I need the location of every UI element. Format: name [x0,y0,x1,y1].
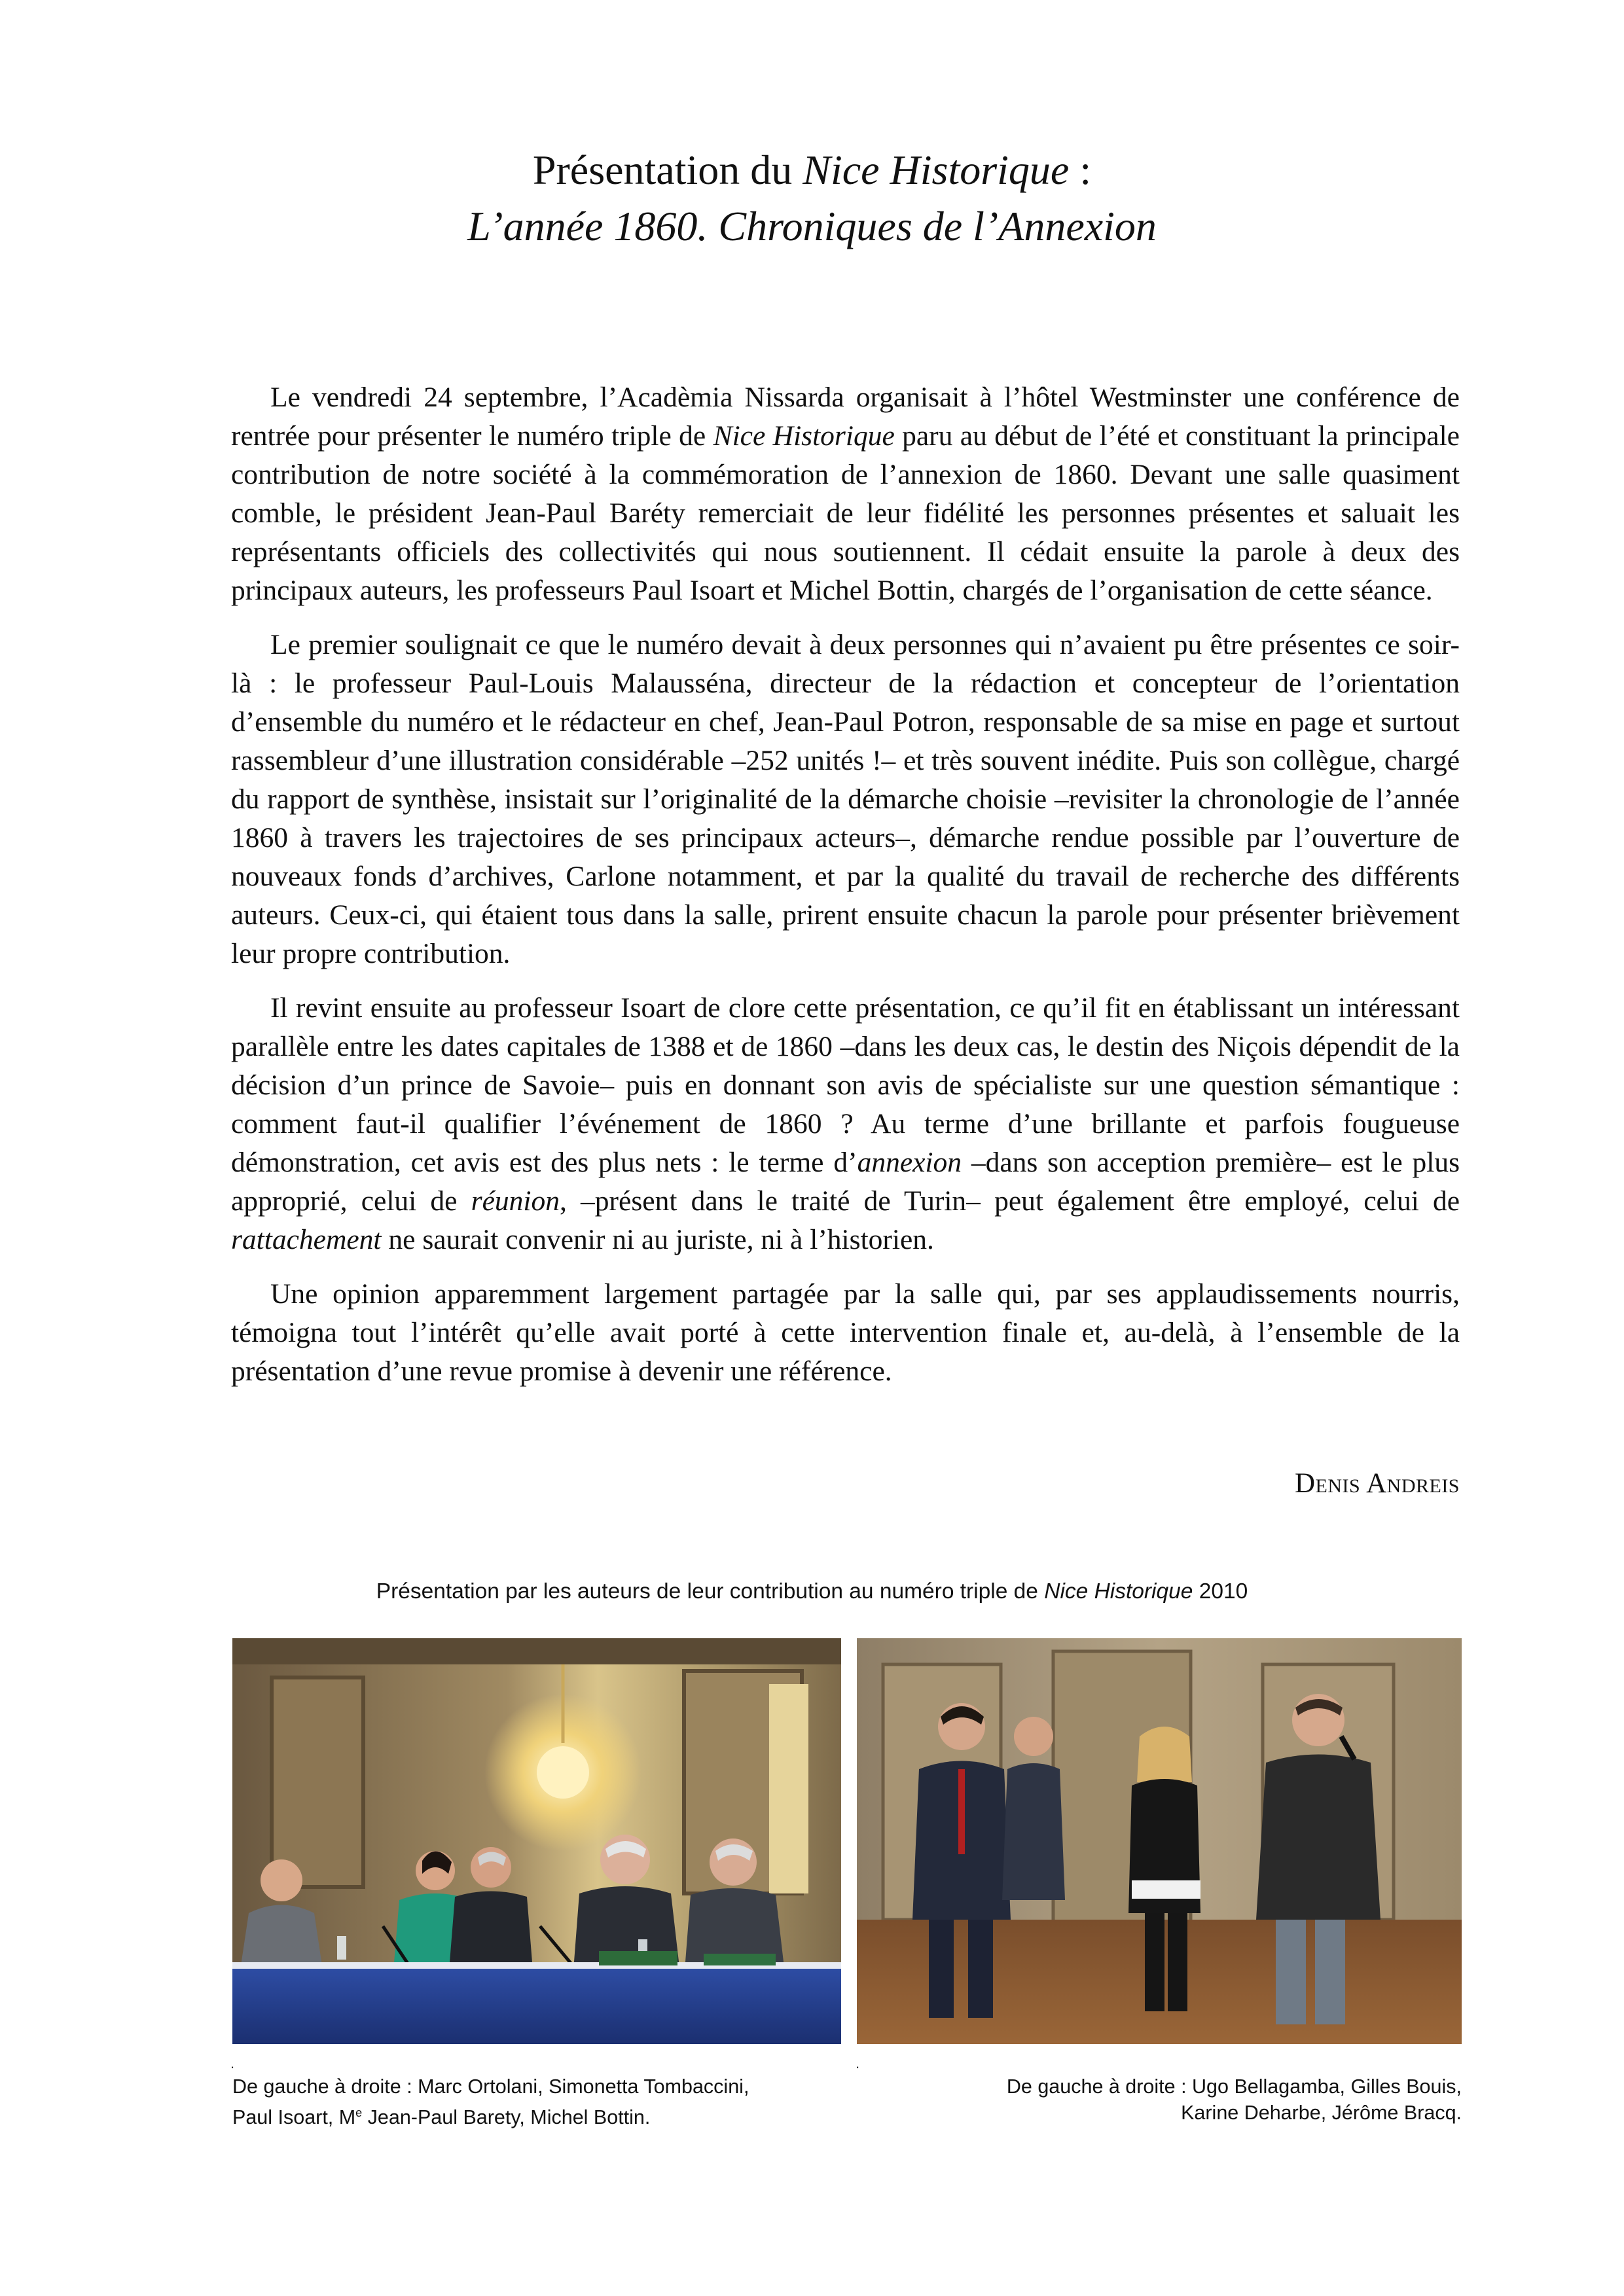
paragraph-1-text-a: Le vendredi 24 septembre, l’Acadèmia Nissarda organisait à l’hôtel Westminster une conférence de rentrée pour présenter le numéro triple de [231,382,1460,452]
photo-standing-speakers [857,1638,1462,2044]
title-prefix: Présentation du [532,147,803,193]
paragraph-3-term-reunion: réunion [471,1185,560,1217]
photo-section-title-prefix: Présentation par les auteurs de leur contribution au numéro triple de [376,1579,1045,1604]
photo-caption-marker-right: . [856,2055,860,2072]
paragraph-1 [231,378,1460,610]
title-suffix: : [1069,147,1092,193]
caption-left-line-2 [232,2100,821,2130]
page-title-line-1 [0,149,1624,191]
photo-speakers-illustration [857,1638,1462,2044]
title-journal-name: Nice Historique [803,147,1070,193]
caption-right [873,2073,1462,2126]
photo-caption-marker-left: . [230,2055,235,2072]
caption-left-line-1: De gauche à droite : Marc Ortolani, Simonetta Tombaccini, [232,2075,749,2098]
caption-right-line-1: De gauche à droite : Ugo Bellagamba, Gilles Bouis, [1006,2075,1462,2098]
paragraph-3-text-g: ne saurait convenir ni au juriste, ni à l’historien. [381,1224,934,1255]
page-title-line-2: L’année 1860. Chroniques de l’Annexion [467,203,1157,249]
paragraph-1-text-c: paru au début de l’été et constituant la principale contribution de notre société à la commémoration de l’annexion de 1860. Devant une salle quasiment comble, le président Jean-Paul Baréty remerciait de leur fidélité les personnes présentes et saluait les représentants officiels des collectivités qui nous soutiennent. Il cédait ensuite la parole à deux des principaux auteurs, les professeurs Paul Isoart et Michel Bottin, chargés de l’organisation de cette séance. [231,420,1460,606]
caption-right-line-2: Karine Deharbe, Jérôme Bracq. [1181,2102,1462,2124]
caption-left-line-2-suffix: Jean-Paul Barety, Michel Bottin. [362,2106,651,2129]
photo-section-journal-name: Nice Historique [1044,1579,1193,1604]
paragraph-2: Le premier soulignait ce que le numéro devait à deux personnes qui n’avaient pu être présentes ce soir-là : le professeur Paul-Louis Malausséna, directeur de la rédaction et concepteur de l’orientation d’ensemble du numéro et le rédacteur en chef, Jean-Paul Potron, responsable de sa mise en page et surtout rassembleur d’une illustration considérable –252 unités !– et très souvent inédite. Puis son collègue, chargé du rapport de synthèse, insistait sur l’originalité de la démarche choisie –revisiter la chronologie de l’année 1860 à travers les trajectoires de ses principaux acteurs–, démarche rendue possible par l’ouverture de nouveaux fonds d’archives, Carlone notamment, et par la qualité du travail de recherche des différents auteurs. Ceux-ci, qui étaient tous dans la salle, prirent ensuite chacun la parole pour présenter brièvement leur propre contribution. [231,629,1460,969]
article-body [231,378,1460,1407]
paragraph-3-term-annexion: annexion [857,1147,962,1178]
photo-section-title [0,1579,1624,1604]
paragraph-3-text-e: , –présent dans le traité de Turin– peut également être employé, celui de [560,1185,1460,1217]
paragraph-3-text-a: Il revint ensuite au professeur Isoart de clore cette présentation, ce qu’il fit en établissant un intéressant parallèle entre les dates capitales de 1388 et de 1860 –dans les deux cas, le destin des Niçois dépendit de la décision d’un prince de Savoie– puis en donnant son avis de spécialiste sur une question sémantique : comment faut-il qualifier l’événement de 1860 ? Au terme d’une brillante et parfois fougueuse démonstration, cet avis est des plus nets : le terme d’ [231,992,1460,1178]
caption-left-superscript: e [355,2106,363,2119]
paragraph-3 [231,989,1460,1259]
caption-left-line-2-prefix: Paul Isoart, M [232,2106,356,2129]
paragraph-1-journal-name: Nice Historique [713,420,895,452]
photo-section-title-suffix: 2010 [1193,1579,1248,1604]
photo-panel-illustration [232,1638,841,2044]
photo-panel-at-table [232,1638,841,2044]
paragraph-4: Une opinion apparemment largement partagée par la salle qui, par ses applaudissements nourris, témoigna tout l’intérêt qu’elle avait porté à cette intervention finale et, au-delà, à l’ensemble de la présentation d’une revue promise à devenir une référence. [231,1278,1460,1387]
paragraph-3-text-c: –dans son acception première– est le plus approprié, celui de [231,1147,1460,1217]
author-signature: Denis Andreis [1295,1468,1460,1499]
caption-left [232,2073,821,2130]
paragraph-3-term-rattachement: rattachement [231,1224,382,1255]
